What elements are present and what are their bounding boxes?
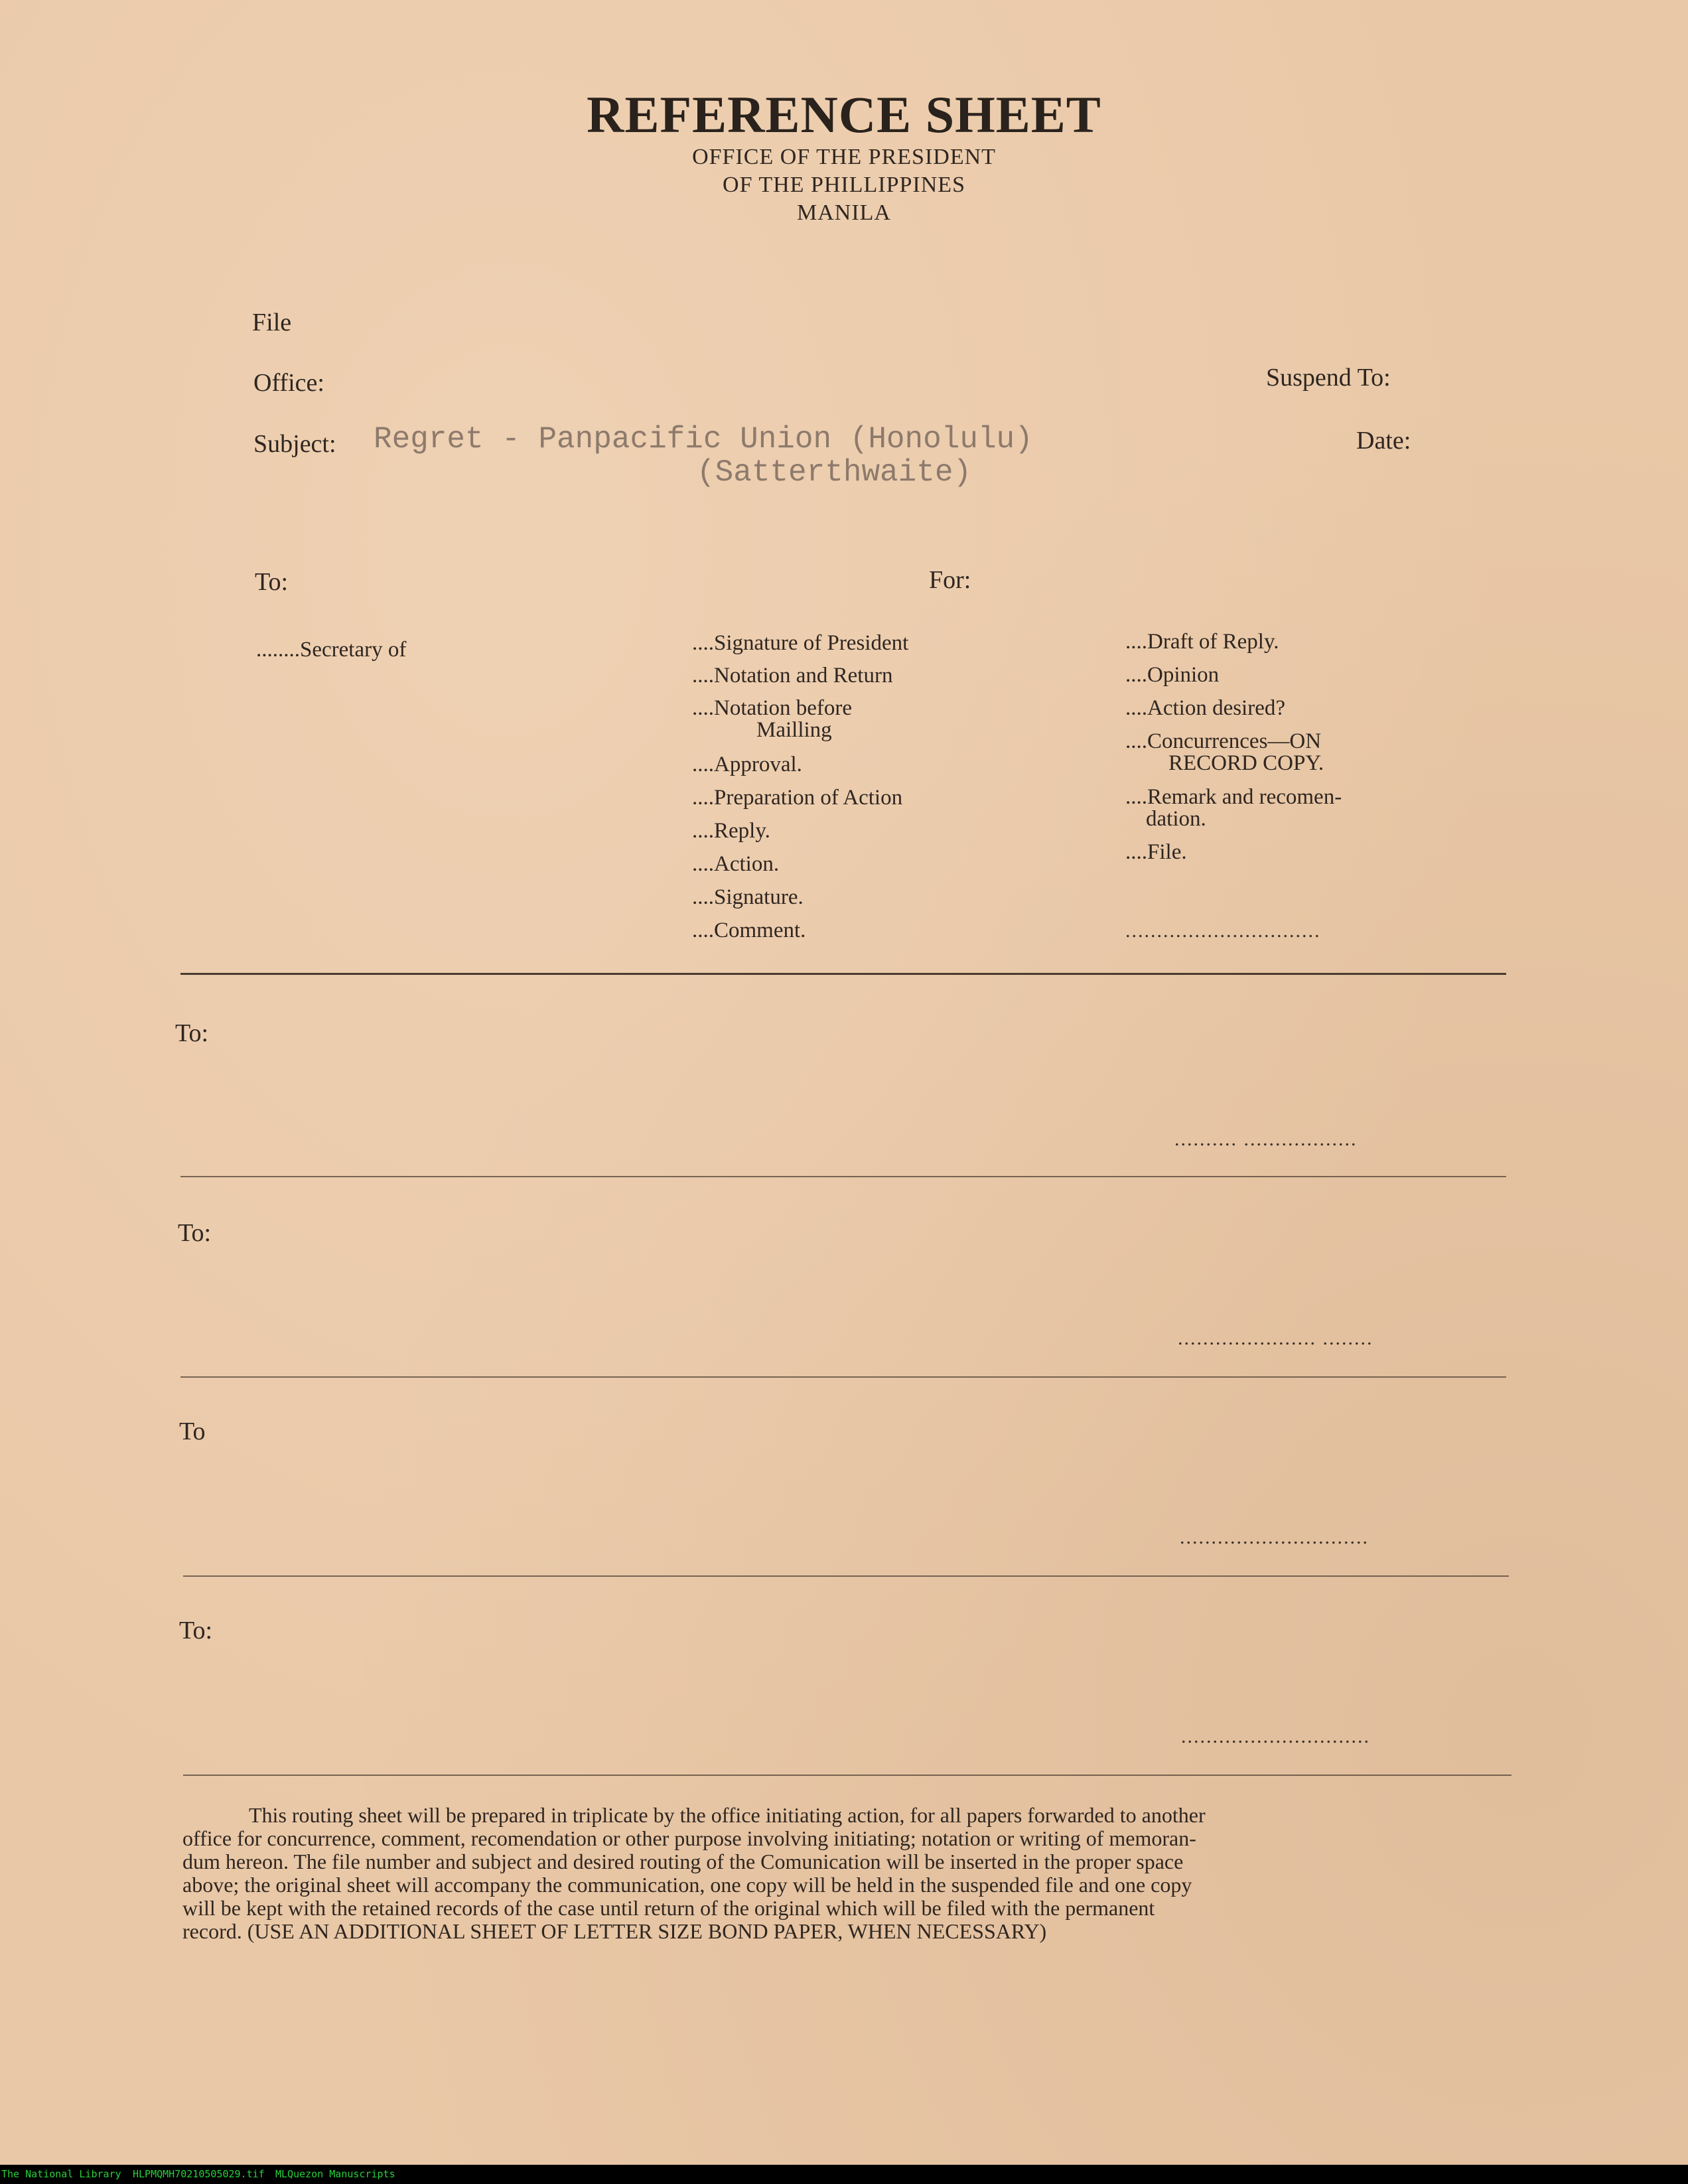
option-reply: ....Reply. [692,819,770,843]
option-remark-cont: dation. [1146,807,1206,831]
instruction-line: will be kept with the retained records of the case until return of the original which will be filed with the permanent [182,1896,1155,1920]
office-label: Office: [253,369,324,397]
instruction-line: record. (USE AN ADDITIONAL SHEET OF LETTER SIZE BOND PAPER, WHEN NECESSARY) [182,1919,1047,1943]
routing-to-label-1: To: [175,1019,209,1047]
option-action: ....Action. [692,852,780,876]
library-name: The National Library [1,2168,121,2180]
routing-signature-dots-4: .............................. [1181,1725,1370,1747]
subject-value: Regret - Panpacific Union (Honolulu) [374,422,1033,457]
option-preparation-of-action: ....Preparation of Action [692,786,903,810]
suspend-to-label: Suspend To: [1266,364,1391,392]
option-remark-and-recommendation: ....Remark and recomen- [1125,785,1342,809]
file-label: File [252,309,292,336]
scan-info-bar [0,2165,1688,2184]
routing-signature-dots-2: ...................... ........ [1178,1327,1373,1349]
routing-to-label-4: To: [179,1617,213,1644]
collection-name: MLQuezon Manuscripts [275,2168,395,2180]
to-label: To: [255,568,289,596]
instruction-line: above; the original sheet will accompany the communication, one copy will be held in the suspended file and one copy [182,1873,1192,1897]
routing-divider-1 [180,1176,1506,1177]
routing-instructions [182,1804,1516,1943]
option-opinion: ....Opinion [1125,663,1220,687]
office-line-3: MANILA [797,200,891,225]
option-concurrences-cont: RECORD COPY. [1168,751,1324,775]
subject-value-continued: (Satterthwaite) [697,455,972,490]
option-approval: ....Approval. [692,753,802,776]
secretary-of-line: ........Secretary of [256,638,407,662]
option-signature: ....Signature. [692,885,804,909]
option-notation-and-return: ....Notation and Return [692,664,893,688]
option-comment: ....Comment. [692,918,806,942]
instruction-line: This routing sheet will be prepared in triplicate by the office initiating action, for all papers forwarded to another [249,1803,1206,1827]
routing-divider-2 [180,1376,1506,1378]
office-line-2: OF THE PHILLIPPINES [723,173,965,197]
routing-divider-4 [183,1775,1512,1776]
option-file: ....File. [1125,840,1187,864]
routing-to-label-2: To: [178,1219,212,1247]
date-label: Date: [1356,427,1411,455]
option-notation-before-mailing-cont: Mailling [756,718,832,742]
page-title: REFERENCE SHEET [587,86,1101,143]
routing-signature-dots-1: .......... .................. [1174,1128,1358,1150]
instruction-line: dum hereon. The file number and subject and desired routing of the Comunication will be inserted in the proper space [182,1850,1184,1873]
for-label: For: [929,566,971,594]
scan-filename: HLPMQMH70210505029.tif [133,2168,265,2180]
blank-option-line: ............................... [1125,920,1321,942]
office-line-1: OFFICE OF THE PRESIDENT [692,145,996,169]
option-draft-of-reply: ....Draft of Reply. [1125,630,1279,654]
option-concurrences: ....Concurrences—ON [1125,729,1322,753]
section-divider [180,973,1506,975]
subject-label: Subject: [253,430,336,458]
option-action-desired: ....Action desired? [1125,696,1286,720]
routing-to-label-3: To [179,1418,206,1445]
option-signature-of-president: ....Signature of President [692,631,909,655]
routing-signature-dots-3: .............................. [1180,1526,1369,1548]
instruction-line: office for concurrence, comment, recomendation or other purpose involving initiating; notation or writing of memoran- [182,1826,1196,1850]
routing-divider-3 [183,1575,1509,1577]
option-notation-before-mailing: ....Notation before [692,696,853,720]
